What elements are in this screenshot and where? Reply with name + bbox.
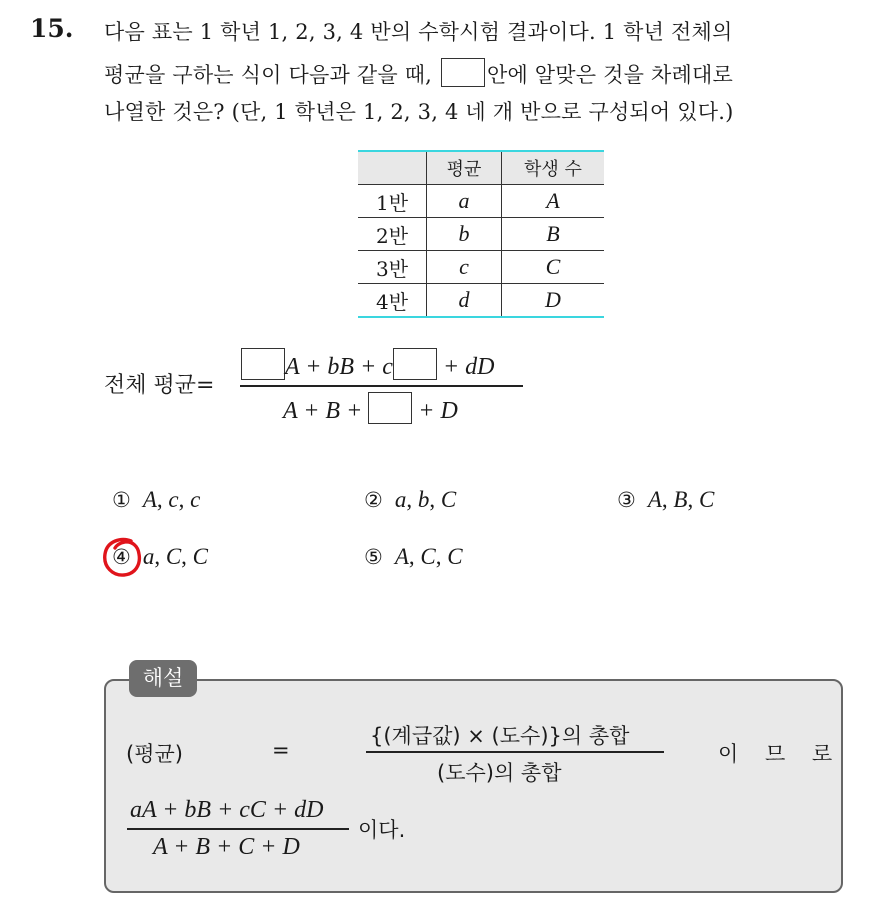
option-value: A xyxy=(394,544,409,569)
table-header-average: 평균 xyxy=(427,151,502,185)
solution-lhs: (평균) xyxy=(126,742,183,766)
equation-fraction-bar xyxy=(240,385,523,387)
equation-numerator xyxy=(241,348,494,381)
table-cell-class: 2반 xyxy=(358,218,427,251)
option-value: c xyxy=(168,487,179,512)
option-value: b xyxy=(417,487,430,512)
denominator-part-1: A + B + xyxy=(283,398,363,424)
question-line-1: 다음 표는 1 학년 1, 2, 3, 4 반의 수학시험 결과이다. 1 학년 전체의 xyxy=(104,20,733,44)
class-score-table xyxy=(358,150,604,318)
table-header-row xyxy=(358,151,604,185)
option-1[interactable]: ① A, c, c xyxy=(112,487,201,512)
solution-tag: 해설 xyxy=(129,660,197,697)
option-value: C xyxy=(192,544,209,569)
question-line-2-start: 평균을 구하는 식이 다음과 같을 때, xyxy=(104,63,433,87)
answer-blank-box xyxy=(441,58,485,87)
option-marker: ⑤ xyxy=(364,545,383,569)
table-cell-count: A xyxy=(502,185,605,218)
question-line-3: 나열한 것은? (단, 1 학년은 1, 2, 3, 4 네 개 반으로 구성되어 있다.) xyxy=(104,100,734,124)
table-cell-average: c xyxy=(427,251,502,284)
solution-result-denominator: A + B + C + D xyxy=(153,834,300,860)
table-row xyxy=(358,218,604,251)
table-cell-class: 3반 xyxy=(358,251,427,284)
table-row xyxy=(358,284,604,318)
denominator-part-2: + D xyxy=(418,398,458,424)
question-line-2 xyxy=(104,58,733,89)
numerator-part-2: + dD xyxy=(442,354,495,380)
table-cell-count: B xyxy=(502,218,605,251)
solution-result-tail: 이다. xyxy=(358,818,406,842)
table-cell-average: b xyxy=(427,218,502,251)
option-5[interactable]: ⑤ A, C, C xyxy=(364,544,463,569)
table-row xyxy=(358,185,604,218)
equation-denominator xyxy=(283,392,458,425)
option-2[interactable]: ② a, b, C xyxy=(364,487,457,512)
table-cell-class: 4반 xyxy=(358,284,427,318)
answer-circle-mark-icon xyxy=(101,535,143,579)
option-3[interactable]: ③ A, B, C xyxy=(617,487,715,512)
table-cell-count: D xyxy=(545,287,561,312)
numerator-part-1: A + bB + c xyxy=(285,354,393,380)
table-cell-average: a xyxy=(427,185,502,218)
question-number: 15. xyxy=(30,14,74,43)
option-value: A xyxy=(142,487,157,512)
solution-fraction-bar xyxy=(366,751,664,753)
solution-equals: = xyxy=(272,738,290,762)
solution-tail: 이 므 로 xyxy=(718,742,843,766)
option-value: C xyxy=(420,544,436,569)
option-marker: ③ xyxy=(617,488,636,512)
option-value: c xyxy=(190,487,201,512)
question-line-2-end: 안에 알맞은 것을 차례대로 xyxy=(486,63,733,87)
option-4[interactable]: ④ a, C, C xyxy=(112,544,209,569)
option-value: C xyxy=(440,487,457,512)
solution-fraction-numerator: {(계급값) × (도수)}의 총합 xyxy=(370,724,630,748)
table-header-students: 학생 수 xyxy=(502,151,605,185)
table-cell-average: d xyxy=(427,284,502,318)
option-value: C xyxy=(698,487,715,512)
option-value: a xyxy=(142,544,155,569)
solution-fraction-denominator: (도수)의 총합 xyxy=(437,761,562,785)
option-value: A xyxy=(647,487,662,512)
solution-result-fraction-bar xyxy=(127,828,349,830)
option-value: B xyxy=(673,487,688,512)
table-cell-count: C xyxy=(502,251,605,284)
table-cell-class: 1반 xyxy=(358,185,427,218)
table-header-empty xyxy=(358,151,427,185)
equation-blank-box xyxy=(393,348,437,380)
option-value: C xyxy=(447,544,463,569)
table-row xyxy=(358,251,604,284)
option-value: a xyxy=(394,487,407,512)
option-marker: ④ xyxy=(112,545,131,569)
option-marker: ② xyxy=(364,488,383,512)
option-value: C xyxy=(165,544,182,569)
solution-result-numerator: aA + bB + cC + dD xyxy=(130,797,324,823)
equation-label: 전체 평균= xyxy=(104,373,215,398)
equation-blank-box xyxy=(368,392,412,424)
equation-blank-box xyxy=(241,348,285,380)
option-marker: ① xyxy=(112,488,131,512)
